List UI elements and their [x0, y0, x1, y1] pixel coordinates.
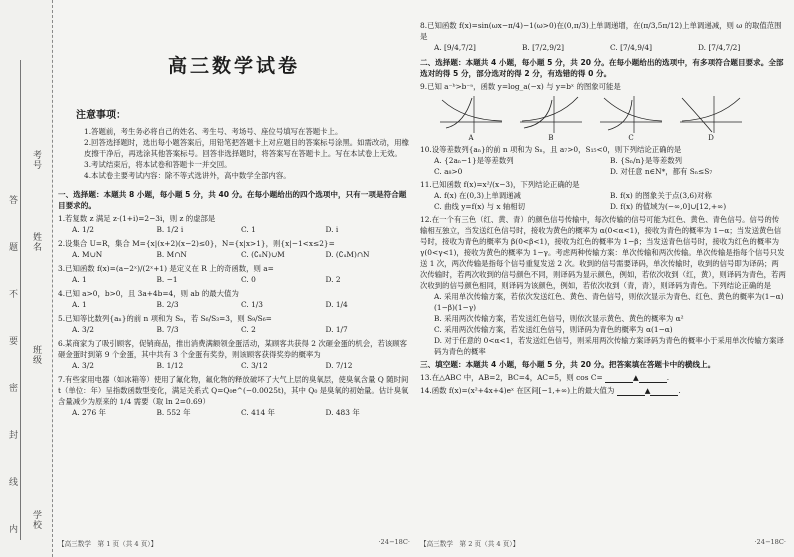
graph-b — [518, 94, 584, 134]
footer-page-label: 【高三数学 第 1 页（共 4 页）】 — [58, 540, 158, 548]
option-d: D. [7/4,7/2] — [698, 43, 741, 52]
answer-blank — [605, 374, 633, 383]
option-c: C. 2 — [241, 325, 256, 334]
graph-label: B — [548, 134, 554, 142]
option-a: A. 3/2 — [72, 325, 94, 334]
question-stem: 13.在△ABC 中，AB=2，BC=4，AC=5，则 cos C= — [420, 373, 603, 382]
seal-line-text: 答 题 不 要 密 封 线 内 — [7, 195, 17, 547]
option-b: B. 采用两次传输方案，若发送红色信号，则依次显示黄色、黄色的概率为 α² — [434, 314, 684, 323]
binding-line — [20, 60, 21, 540]
graph-label: D — [708, 134, 714, 142]
question-stem: 9.已知 a⁻ᵇ>b⁻ᵃ，函数 y=log_a(−x) 与 y=bˣ 的图象可能是 — [420, 82, 621, 91]
question-10 — [420, 144, 786, 177]
question-stem: 2.设集合 U=R，集合 M={x|(x+2)(x−2)≤0}，N={x|x>1}，则{x|−1<x≤2}= — [58, 239, 335, 248]
option-b: B. −1 — [156, 275, 178, 284]
name-label: 姓名 — [31, 232, 41, 252]
question-stem: 14.函数 f(x)=(x²+4x+4)eˣ 在区间[−1,+∞)上的最大值为 — [420, 386, 615, 395]
option-d: D. f(x) 的值域为(−∞,0]∪[12,+∞) — [610, 202, 727, 211]
option-a: A. 1/2 — [72, 225, 94, 234]
option-c: C. [7/4,9/4] — [610, 43, 652, 52]
question-3 — [58, 263, 410, 286]
option-c: C. a₈>0 — [434, 167, 463, 176]
option-b: B. 1/12 — [156, 361, 184, 370]
option-d: D. (∁ᵤM)∩N — [325, 250, 370, 259]
question-7 — [58, 374, 410, 419]
option-a: A. 1 — [72, 275, 87, 284]
option-b: B. 7/3 — [156, 325, 179, 334]
option-c: C. 1 — [241, 225, 256, 234]
page-2-column — [420, 18, 786, 548]
question-stem: 1.若复数 z 满足 z·(1+i)=2−3i，则 z 的虚部是 — [58, 214, 216, 223]
question-stem: 8.已知函数 f(x)=sin(ωx−π/4)−1(ω>0)在(0,π/3)上单调递增，在(π/3,5π/12)上单调递减，则 ω 的取值范围是 — [420, 21, 782, 41]
question-5 — [58, 313, 410, 336]
question-stem: 3.已知函数 f(x)=(a−2ˣ)/(2ˣ+1) 是定义在 R 上的奇函数，则 a= — [58, 264, 274, 273]
notice-title: 注意事项： — [76, 110, 126, 121]
question-2 — [58, 238, 410, 261]
option-b: B. f(x) 的图象关于点(3,6)对称 — [610, 191, 712, 200]
graph-label: C — [628, 134, 634, 142]
notice-item: 1.答题前，考生务必将自己的姓名、考生号、考场号、座位号填写在答题卡上。 — [84, 127, 343, 136]
option-d: D. 对于任意的 0<α<1，若发送红色信号，则采用两次传输方案译码为青色的概率小于采用单次传输方案译码为青色的概率 — [434, 336, 784, 356]
option-b: B. 2/3 — [156, 300, 179, 309]
option-c: C. 1/3 — [241, 300, 263, 309]
section-2-heading: 二、选择题：本题共 4 小题，每小题 5 分，共 20 分。在每小题给出的选项中，有多项符合题目要求。全部选对的得 5 分，部分选对的得 2 分，有选错的得 0 分。 — [420, 58, 784, 78]
question-stem: 12.在一个有三色（红、黄、青）的颜色信号传输中，每次传输的信号可能为红色、黄色、青色信号。信号的传输相互独立，当发送红色信号时，接收为黄色的概率为 α(0<α<1)，接收为青色的概率为 1−α；当发送黄色信号时，接收为青色的概率为 β(0<β<1)，接收为红色的概率为 1−β；当发送青色信号时，接收为红色的概率为 γ(0<γ<1)，接收为黄色的概率为 1−γ。考虑两种传输方案：单次传输和两次传输。单次传输是指每个信号只发送 1 次，两次传输是指每个信号重复发送 2 次。收到的信号需要译码，单次传输时，收到的信号即为译码；两次传输时，若两次收到的信号颜色不同，则译码为显示颜色，例如，若依次收到（红，黄），则译码为青色，若两次收到的信号颜色相同，则译码为该颜色，例如，若依次收到（青，青），则译码为青色。下列结论正确的是 — [420, 215, 786, 290]
option-d: D. 7/12 — [325, 361, 353, 370]
graph-d — [678, 94, 744, 134]
page-1-column — [58, 18, 410, 548]
graph-labels — [420, 134, 786, 142]
question-12 — [420, 214, 786, 357]
option-a: A. 3/2 — [72, 361, 94, 370]
option-c: C. 414 年 — [241, 408, 275, 417]
option-b: B. 552 年 — [156, 408, 191, 417]
page-1-footer — [58, 538, 410, 548]
option-a: A. [9/4,7/2] — [434, 43, 476, 52]
graph-c — [598, 94, 664, 134]
question-4 — [58, 288, 410, 311]
option-b: B. 1/2 i — [156, 225, 184, 234]
page-title: 高三数学试卷 — [167, 55, 300, 77]
binding-margin — [0, 0, 53, 557]
option-d: D. 483 年 — [325, 408, 360, 417]
option-c: C. 采用两次传输方案，若发送红色信号，则译码为青色的概率为 α(1−α) — [434, 325, 673, 334]
question-9 — [420, 81, 786, 142]
notice-item: 2.回答选择题时，选出每小题答案后，用铅笔把答题卡上对应题目的答案标号涂黑。如需改动，用橡皮擦干净后，再选涂其他答案标号。回答非选择题时，将答案写在答题卡上。写在本试卷上无效。 — [84, 138, 409, 158]
footer-code: ·24−18C· — [378, 538, 410, 546]
question-6 — [58, 338, 410, 372]
question-stem: 7.有些家用电器（如冰箱等）使用了氟化物，氟化物的释放破坏了大气上层的臭氧层，使臭氧含量 Q 随时间 t（单位：年）呈指数函数型变化，满足关系式 Q=Q₀e^(−0.0025t)，其中 Q₀ 是臭氧的初始量。估计臭氧含量减少为原来的 1/4 需要（取 ln 2=0.69） — [58, 375, 409, 406]
option-a: A. M∪N — [72, 250, 103, 259]
question-8 — [420, 20, 786, 54]
option-d: D. 1/4 — [325, 300, 348, 309]
option-a: A. 采用单次传输方案，若依次发送红色、黄色、青色信号，则依次显示为青色、红色、黄色的概率为(1−α)(1−β)(1−γ) — [434, 292, 784, 312]
option-b: B. {Sₙ/n}是等差数列 — [610, 156, 682, 165]
question-stem: 10.设等差数列{aₙ}的前 n 项和为 Sₙ，且 a₇>0，S₁₅<0，则下列结论正确的是 — [420, 145, 682, 154]
option-a: A. {2aₙ−1}是等差数列 — [434, 156, 514, 165]
option-d: D. 对任意 n∈N*，都有 Sₙ≤S₇ — [610, 167, 713, 176]
blank-marker: ▲ — [644, 386, 651, 395]
question-1 — [58, 213, 410, 236]
question-14: 14.函数 f(x)=(x²+4x+4)eˣ 在区间[−1,+∞)上的最大值为 ▲ . — [420, 386, 681, 395]
question-stem: 4.已知 a>0，b>0，且 3a+4b=4，则 ab 的最大值为 — [58, 289, 239, 298]
question-stem: 6.某商家为了吸引顾客，促销商品，推出消费满额领金蛋活动，某顾客共获得 2 次砸金蛋的机会，若该顾客砸金蛋时到第 9 个金蛋，其中共有 3 个金蛋有奖券，则该顾客获得奖券的概率为 — [58, 339, 408, 359]
option-d: D. 2 — [325, 275, 341, 284]
section-3-heading: 三、填空题：本题共 4 小题，每小题 5 分，共 20 分。把答案填在答题卡中的横线上。 — [420, 360, 716, 369]
graph-label: A — [468, 134, 474, 142]
option-a: A. f(x) 在(0,3)上单调递减 — [434, 191, 521, 200]
notice-item: 4.本试卷主要考试内容：除不等式选讲外，高中数学全部内容。 — [84, 171, 291, 180]
notice-list — [58, 126, 410, 181]
question-11 — [420, 179, 786, 212]
exam-id-label: 考号 — [31, 150, 41, 170]
option-d: D. i — [325, 225, 339, 234]
option-a: A. 1 — [72, 300, 87, 309]
option-b: B. [7/2,9/2] — [522, 43, 565, 52]
class-label: 班级 — [31, 345, 41, 365]
option-a: A. 276 年 — [72, 408, 106, 417]
answer-blank — [650, 387, 678, 396]
question-stem: 5.已知等比数列{aₙ}的前 n 项和为 Sₙ，若 S₆/S₃=3，则 S₉/S₆= — [58, 314, 272, 323]
option-b: B. M∩N — [156, 250, 187, 259]
blank-marker: ▲ — [633, 373, 639, 382]
question-13: 13.在△ABC 中，AB=2，BC=4，AC=5，则 cos C= ▲ . — [420, 373, 670, 382]
graph-a — [438, 94, 504, 134]
page-2-footer — [420, 538, 786, 548]
option-d: D. 1/7 — [325, 325, 348, 334]
option-c: C. (∁ᵤN)∪M — [241, 250, 285, 259]
section-1-heading: 一、选择题：本题共 8 小题，每小题 5 分，共 40 分。在每小题给出的四个选项中，只有一项是符合题目要求的。 — [58, 190, 407, 210]
school-label: 学校 — [31, 510, 41, 530]
footer-page-label: 【高三数学 第 2 页（共 4 页）】 — [420, 540, 520, 548]
question-stem: 11.已知函数 f(x)=x²/(x−3)，下列结论正确的是 — [420, 180, 580, 189]
option-c: C. 3/12 — [241, 361, 268, 370]
graph-options — [420, 94, 786, 134]
option-c: C. 0 — [241, 275, 256, 284]
answer-blank — [617, 387, 645, 396]
notice-item: 3.考试结束后，将本试卷和答题卡一并交回。 — [84, 160, 232, 169]
option-c: C. 曲线 y=f(x) 与 x 轴相切 — [434, 202, 526, 211]
answer-blank — [639, 374, 667, 383]
footer-code: ·24−18C· — [754, 538, 786, 546]
